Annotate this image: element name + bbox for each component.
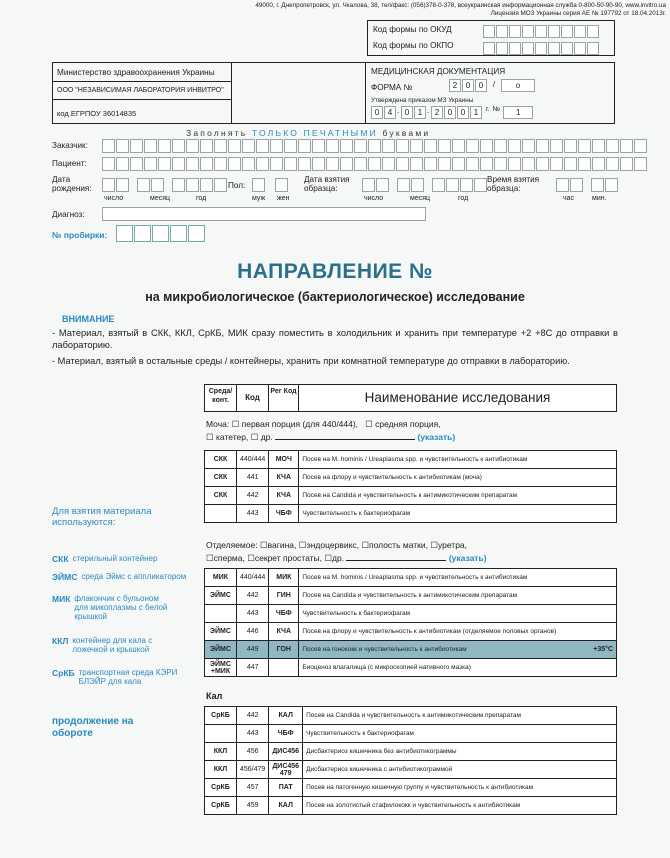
- char-cell[interactable]: [592, 139, 605, 153]
- warning-heading: ВНИМАНИЕ: [62, 314, 115, 324]
- checkbox-icon[interactable]: ☐: [324, 553, 333, 563]
- char-cell[interactable]: [326, 139, 339, 153]
- sample-date-label: Дата взятия образца:: [304, 175, 350, 193]
- char-cell[interactable]: [270, 139, 283, 153]
- sub-year-2: год: [458, 195, 469, 202]
- code-cell: 449: [237, 641, 269, 659]
- test-name-cell: Посев на гонококк и чувствительность к антибиотикам +35°С: [299, 641, 617, 659]
- test-name-cell: Посев на флору и чувствительность к антибиотикам (моча): [299, 469, 617, 487]
- char-cell[interactable]: [214, 178, 227, 192]
- char-cell[interactable]: [536, 157, 549, 171]
- char-cell[interactable]: [452, 157, 465, 171]
- char-cell[interactable]: [466, 157, 479, 171]
- header-address: 49000, г. Днепропетровск, ул. Чкалова, 38, тел/факс: (056)378-0-378, всеукраинская информационная служба 0-800-50-90-90, www.invitro.ua: [255, 2, 666, 9]
- regcode-cell: КАЛ: [269, 797, 303, 815]
- table-row[interactable]: [205, 707, 617, 725]
- medium-cell: ЭЙМС: [205, 623, 237, 641]
- stool-label: Кал: [206, 691, 223, 701]
- char-cell[interactable]: [578, 157, 591, 171]
- medium-cell: [205, 605, 237, 623]
- char-cell[interactable]: [564, 157, 577, 171]
- sex-field[interactable]: [252, 178, 288, 192]
- medium-cell: СКК: [205, 469, 237, 487]
- char-cell[interactable]: [186, 139, 199, 153]
- char-cell[interactable]: [556, 178, 569, 192]
- code-cell: 443: [237, 725, 269, 743]
- code-cell: 446: [237, 623, 269, 641]
- char-cell[interactable]: [144, 157, 157, 171]
- diagnosis-field[interactable]: [102, 207, 426, 221]
- table-row[interactable]: [205, 659, 617, 677]
- char-cell[interactable]: [102, 157, 115, 171]
- char-cell[interactable]: [605, 178, 618, 192]
- table-row[interactable]: [205, 469, 617, 487]
- okpo-label: Код формы по ОКПО: [373, 41, 454, 50]
- char-cell[interactable]: [326, 157, 339, 171]
- char-cell[interactable]: [578, 139, 591, 153]
- char-cell[interactable]: [362, 178, 375, 192]
- char-cell[interactable]: [634, 139, 647, 153]
- char-cell[interactable]: [396, 139, 409, 153]
- table-row[interactable]: [205, 487, 617, 505]
- test-name-cell: Посев на Candida и чувствительность к антимикотическим препаратам: [303, 707, 617, 725]
- customer-label: Заказчик:: [52, 141, 88, 150]
- temperature-note: +35°С: [593, 646, 613, 653]
- char-cell[interactable]: [446, 178, 459, 192]
- char-cell[interactable]: [480, 157, 493, 171]
- char-cell[interactable]: [382, 139, 395, 153]
- char-cell[interactable]: [200, 139, 213, 153]
- code-cell: 442: [237, 707, 269, 725]
- test-name-cell: Биоценоз влагалища (с микроскопией нативного мазка): [299, 659, 617, 677]
- code-cell: 456: [237, 743, 269, 761]
- sample-time-label: Время взятия образца:: [487, 175, 540, 193]
- char-cell[interactable]: [116, 178, 129, 192]
- code-cell: 457: [237, 779, 269, 797]
- legend-item: СКК стерильный контейнер: [52, 554, 158, 564]
- approved-date: 0 4 . 0 1 . 2 0 0 1 г. № 1: [371, 106, 534, 119]
- medium-cell: СКК: [205, 487, 237, 505]
- char-cell[interactable]: [354, 157, 367, 171]
- form-number: 2 0 0 / о: [449, 79, 536, 92]
- regcode-cell: КЧА: [269, 623, 299, 641]
- char-cell[interactable]: [284, 139, 297, 153]
- regcode-cell: ДИС456: [269, 743, 303, 761]
- char-cell[interactable]: [200, 157, 213, 171]
- char-cell[interactable]: [438, 139, 451, 153]
- char-cell[interactable]: [376, 178, 389, 192]
- char-cell[interactable]: [340, 157, 353, 171]
- test-name-cell: Посев на патогенную кишечную группу и чувствительность к антибиотикам: [303, 779, 617, 797]
- code-cell: 440/444: [237, 451, 269, 469]
- char-cell[interactable]: [228, 157, 241, 171]
- medium-cell: СрКБ: [205, 797, 237, 815]
- diagnosis-label: Диагноз:: [52, 210, 85, 219]
- table-row[interactable]: [205, 797, 617, 815]
- test-name-cell: Посев на M. hominis / Ureaplasma spp. и чувствительность к антибиотикам: [299, 451, 617, 469]
- page-subtitle: на микробиологическое (бактериологическое) исследование: [145, 290, 525, 304]
- char-cell[interactable]: [102, 178, 115, 192]
- regcode-cell: МИК: [269, 569, 299, 587]
- char-cell[interactable]: [256, 157, 269, 171]
- char-cell[interactable]: [298, 139, 311, 153]
- col-name: Наименование исследования: [364, 390, 551, 405]
- char-cell[interactable]: [591, 178, 604, 192]
- char-cell[interactable]: [494, 157, 507, 171]
- char-cell[interactable]: [158, 139, 171, 153]
- approved-text: Утверждена приказом МЗ Украины: [371, 97, 474, 104]
- code-cell: 459: [237, 797, 269, 815]
- code-cell: 443: [237, 505, 269, 523]
- char-cell[interactable]: [474, 178, 487, 192]
- org-box: [52, 62, 615, 124]
- char-cell[interactable]: [620, 157, 633, 171]
- legend-item: СрКБ транспортная среда КЭРИ БЛЭЙР для кала: [52, 668, 178, 686]
- char-cell[interactable]: [228, 139, 241, 153]
- medium-cell: ККЛ: [205, 761, 237, 779]
- checkbox-icon[interactable]: ☐: [259, 540, 268, 550]
- test-name-cell: Чувствительность к бактериофагам: [299, 605, 617, 623]
- char-cell[interactable]: [158, 157, 171, 171]
- char-cell[interactable]: [480, 139, 493, 153]
- sub-month: месяц: [150, 195, 171, 202]
- tubes-label: № пробирки:: [52, 230, 108, 240]
- char-cell[interactable]: [424, 157, 437, 171]
- char-cell[interactable]: [522, 139, 535, 153]
- discharge-options-1: Отделяемое: ☐вагина, ☐эндоцервикс, ☐полость матки, ☐уретра,: [206, 540, 468, 550]
- test-name-cell: Чувствительность к бактериофагам: [299, 505, 617, 523]
- sub-day-2: число: [364, 195, 384, 202]
- test-name-cell: Посев на Candida и чувствительность к антимикотическим препаратам: [299, 587, 617, 605]
- lab-name: ООО "НЕЗАВИСИМАЯ ЛАБОРАТОРИЯ ИНВИТРО": [57, 87, 224, 94]
- okud-label: Код формы по ОКУД: [373, 25, 452, 34]
- medform-title: МЕДИЦИНСКАЯ ДОКУМЕНТАЦИЯ: [371, 67, 506, 76]
- table-row[interactable]: [205, 569, 617, 587]
- char-cell[interactable]: [396, 157, 409, 171]
- test-name-cell: Посев на M. hominis / Ureaplasma spp. и чувствительность к антибиотикам: [299, 569, 617, 587]
- warning-line-1: - Материал, взятый в СКК, ККЛ, СрКБ, МИК сразу поместить в холодильник и хранить при температуре +2 +8С до отправки в лабораторию.: [52, 328, 618, 350]
- char-cell[interactable]: [242, 157, 255, 171]
- code-cell: 447: [237, 659, 269, 677]
- medium-cell: [205, 505, 237, 523]
- char-cell[interactable]: [172, 157, 185, 171]
- char-cell[interactable]: [284, 157, 297, 171]
- char-cell[interactable]: [466, 139, 479, 153]
- col-medium: Среда/ конт.: [205, 385, 237, 411]
- char-cell[interactable]: [137, 178, 150, 192]
- regcode-cell: [269, 659, 299, 677]
- edrpou: код ЕГРПОУ 36014835: [57, 109, 137, 118]
- char-cell[interactable]: [494, 139, 507, 153]
- char-cell[interactable]: [564, 139, 577, 153]
- medium-cell: ЭЙМС: [205, 641, 237, 659]
- char-cell[interactable]: [411, 178, 424, 192]
- regcode-cell: ДИС456 479: [269, 761, 303, 779]
- legend-item: ЭЙМС среда Эймс с аппликатором: [52, 572, 187, 582]
- tubes-field[interactable]: [116, 225, 205, 242]
- char-cell[interactable]: [438, 157, 451, 171]
- medium-cell: [205, 725, 237, 743]
- char-cell[interactable]: [186, 157, 199, 171]
- checkbox-icon[interactable]: ☐: [206, 432, 214, 442]
- char-cell[interactable]: [620, 139, 633, 153]
- header-license: Лицензия МОЗ Украины серия АЕ № 197792 от 18.04.2013г.: [490, 10, 666, 17]
- urine-options-2: ☐ катетер, ☐ др. (указать): [206, 432, 456, 442]
- checkbox-icon[interactable]: ☐: [430, 540, 438, 550]
- regcode-cell: КАЛ: [269, 707, 303, 725]
- test-name-cell: Посев на флору и чувствительность к антибиотикам (отделяемое половых органов): [299, 623, 617, 641]
- medium-cell: ККЛ: [205, 743, 237, 761]
- regcode-cell: ПАТ: [269, 779, 303, 797]
- char-cell[interactable]: [424, 139, 437, 153]
- patient-field[interactable]: [102, 157, 647, 171]
- page-title: НАПРАВЛЕНИЕ №: [237, 260, 433, 283]
- table-header: [204, 384, 617, 412]
- char-cell[interactable]: [536, 139, 549, 153]
- checkbox-icon[interactable]: ☐: [206, 553, 214, 563]
- sample-date-field[interactable]: [362, 178, 487, 192]
- char-cell[interactable]: [550, 157, 563, 171]
- char-cell[interactable]: [312, 139, 325, 153]
- patient-label: Пациент:: [52, 159, 87, 168]
- regcode-cell: ЧБФ: [269, 725, 303, 743]
- char-cell[interactable]: [130, 139, 143, 153]
- char-cell[interactable]: [410, 139, 423, 153]
- sidebar-heading: Для взятия материала используются:: [52, 506, 152, 528]
- char-cell[interactable]: [570, 178, 583, 192]
- regcode-cell: ГОН: [269, 641, 299, 659]
- code-cell: 442: [237, 587, 269, 605]
- checkbox-icon[interactable]: ☐: [361, 540, 369, 550]
- code-cell: 442: [237, 487, 269, 505]
- checkbox-icon[interactable]: ☐: [247, 553, 255, 563]
- urine-options-1: Моча: ☐ первая порция (для 440/444), ☐ средняя порция,: [206, 419, 441, 429]
- char-cell[interactable]: [340, 139, 353, 153]
- checkbox-icon[interactable]: ☐: [298, 540, 307, 550]
- regcode-cell: КЧА: [269, 469, 299, 487]
- regcode-cell: ГИН: [269, 587, 299, 605]
- char-cell[interactable]: [242, 139, 255, 153]
- okpo-cells[interactable]: [483, 40, 600, 58]
- ministry: Министерство здравоохранения Украины: [57, 68, 215, 77]
- medium-cell: МИК: [205, 569, 237, 587]
- okud-cells[interactable]: [483, 23, 600, 41]
- code-cell: 440/444: [237, 569, 269, 587]
- medium-cell: СКК: [205, 451, 237, 469]
- okud-box: [367, 20, 615, 56]
- sex-label: Пол:: [228, 181, 246, 190]
- char-cell[interactable]: [186, 178, 199, 192]
- char-cell[interactable]: [522, 157, 535, 171]
- char-cell[interactable]: [460, 178, 473, 192]
- char-cell[interactable]: [606, 139, 619, 153]
- legend-item: МИК флакончик с бульоном для микоплазмы с белой крышкой: [52, 594, 168, 621]
- stool-table: [204, 706, 617, 815]
- regcode-cell: КЧА: [269, 487, 299, 505]
- char-cell[interactable]: [368, 139, 381, 153]
- continue-note: продолжение на обороте: [52, 716, 134, 739]
- code-cell: 441: [237, 469, 269, 487]
- customer-field[interactable]: [102, 139, 647, 153]
- regcode-cell: ЧБФ: [269, 505, 299, 523]
- test-name-cell: Посев на золотистый стафилококк и чувствительность к антибиотикам: [303, 797, 617, 815]
- char-cell[interactable]: [214, 139, 227, 153]
- table-row[interactable]: [205, 605, 617, 623]
- char-cell[interactable]: [452, 139, 465, 153]
- discharge-table: [204, 568, 617, 677]
- sub-year: год: [196, 195, 207, 202]
- table-row[interactable]: [205, 641, 617, 659]
- form-label: ФОРМА №: [371, 83, 413, 92]
- checkbox-icon[interactable]: ☐: [231, 419, 240, 429]
- char-cell[interactable]: [410, 157, 423, 171]
- sub-female: жен: [277, 195, 290, 202]
- warning-line-2: - Материал, взятый в остальные среды / контейнеры, хранить при комнатной температуре до отправки в лабораторию.: [52, 356, 570, 366]
- table-row[interactable]: [205, 587, 617, 605]
- medium-cell: ЭЙМС +МИК: [205, 659, 237, 677]
- birth-date-label: Дата рождения:: [52, 175, 92, 193]
- test-name-cell: Посев на Candida и чувствительность к антимикотическим препаратам: [299, 487, 617, 505]
- discharge-options-2: ☐сперма, ☐секрет простаты, ☐др. (указать): [206, 553, 487, 563]
- code-cell: 456/479: [237, 761, 269, 779]
- checkbox-icon[interactable]: ☐: [365, 419, 373, 429]
- char-cell[interactable]: [200, 178, 213, 192]
- char-cell[interactable]: [368, 157, 381, 171]
- char-cell[interactable]: [256, 139, 269, 153]
- char-cell[interactable]: [151, 178, 164, 192]
- char-cell[interactable]: [130, 157, 143, 171]
- char-cell[interactable]: [312, 157, 325, 171]
- sub-min: мин.: [592, 195, 607, 202]
- char-cell[interactable]: [592, 157, 605, 171]
- char-cell[interactable]: [634, 157, 647, 171]
- table-row[interactable]: [205, 451, 617, 469]
- test-name-cell: Чувствительность к бактериофагам: [303, 725, 617, 743]
- table-row[interactable]: [205, 743, 617, 761]
- table-row[interactable]: [205, 505, 617, 523]
- fill-note: Заполнять ТОЛЬКО ПЕЧАТНЫМИ буквами: [186, 128, 431, 138]
- sub-male: муж: [252, 195, 266, 202]
- urine-table: [204, 450, 617, 523]
- char-cell[interactable]: [214, 157, 227, 171]
- char-cell[interactable]: [432, 178, 445, 192]
- checkbox-icon[interactable]: ☐: [250, 432, 259, 442]
- char-cell[interactable]: [397, 178, 410, 192]
- char-cell[interactable]: [144, 139, 157, 153]
- sub-month-2: месяц: [410, 195, 431, 202]
- sub-day: число: [104, 195, 124, 202]
- table-row[interactable]: [205, 779, 617, 797]
- medium-cell: ЭЙМС: [205, 587, 237, 605]
- legend-item: ККЛ контейнер для кала с ложечкой и крышкой: [52, 636, 153, 654]
- table-row[interactable]: [205, 761, 617, 779]
- medium-cell: СрКБ: [205, 707, 237, 725]
- regcode-cell: ЧБФ: [269, 605, 299, 623]
- regcode-cell: МОЧ: [269, 451, 299, 469]
- sub-hour: час: [563, 195, 575, 202]
- char-cell[interactable]: [116, 157, 129, 171]
- char-cell[interactable]: [508, 157, 521, 171]
- char-cell[interactable]: [508, 139, 521, 153]
- char-cell[interactable]: [172, 139, 185, 153]
- char-cell[interactable]: [102, 139, 115, 153]
- char-cell[interactable]: [298, 157, 311, 171]
- table-row[interactable]: [205, 623, 617, 641]
- code-cell: 443: [237, 605, 269, 623]
- char-cell[interactable]: [354, 139, 367, 153]
- birth-date-field[interactable]: [102, 178, 227, 192]
- char-cell[interactable]: [172, 178, 185, 192]
- char-cell[interactable]: [606, 157, 619, 171]
- medium-cell: СрКБ: [205, 779, 237, 797]
- test-name-cell: Дисбактериоз кишечника без антибиотикограммы: [303, 743, 617, 761]
- char-cell[interactable]: [116, 139, 129, 153]
- char-cell[interactable]: [550, 139, 563, 153]
- table-row[interactable]: [205, 725, 617, 743]
- col-regcode: Рег Код: [269, 385, 299, 411]
- char-cell[interactable]: [270, 157, 283, 171]
- col-code: Код: [237, 385, 269, 411]
- sample-time-field[interactable]: [556, 178, 618, 192]
- test-name-cell: Дисбактериоз кишечника с антибиотикограммой: [303, 761, 617, 779]
- char-cell[interactable]: [382, 157, 395, 171]
